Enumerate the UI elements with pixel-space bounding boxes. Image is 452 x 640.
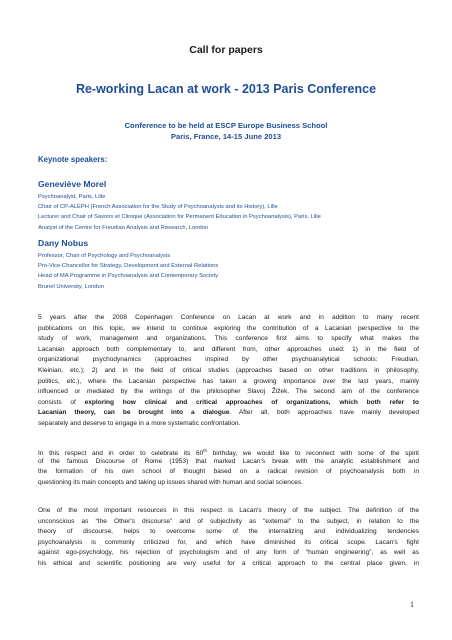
text-line: politics, etc.), where the Lacanian perspective has taken a growing importance over the last years, mainly	[38, 377, 419, 385]
text-line: study of work, management and organizations. This conference first aims to specify what makes the	[38, 335, 419, 343]
text-line: questioning its main concepts and taking up issues shared with human and social sciences.	[38, 478, 303, 486]
text-line: influenced or mediated by the writings of the philosopher Slavoj Žižek. The second aim of the conference	[38, 388, 419, 396]
text-line: psychoanalysis is commonly criticized for, and which have diminished its critical scope. Lacan's fight	[38, 538, 419, 546]
paragraph-subject-theory	[38, 506, 419, 570]
paragraph-anniversary	[38, 446, 419, 488]
text-line: Kleinian, etc.); 2) and in the field of critical studies (approaches based on other traditions in philosophy,	[38, 366, 419, 374]
speaker-line: Psychoanalyst, Paris, Lille	[38, 194, 106, 200]
speaker-line: Chair of CP-ALEPH (French Association for the Study of Psychoanalysis and its History), Lille	[38, 204, 278, 211]
conference-subtitle	[0, 120, 452, 142]
page-number: 1	[410, 600, 414, 609]
text-line: 5 years after the 2008 Copenhagen Conference on Lacan at work and in addition to many recent	[38, 314, 419, 321]
text-run: In this respect and in order to celebrate its 60	[38, 450, 204, 457]
speaker-nobus	[38, 238, 218, 292]
speaker-line: Brunel University, London	[38, 283, 104, 290]
text-line: theory of discourse, helps to overcome some of the internalizing and individualizing tendencies	[38, 528, 419, 536]
speaker-morel	[38, 179, 321, 233]
text-line	[38, 398, 419, 409]
text-line: against ego-psychology, his rejection of psychologism and of any form of “human engineering”, as well as	[38, 549, 419, 557]
subtitle-venue: Conference to be held at ESCP Europe Business School	[124, 121, 328, 130]
call-for-papers-heading: Call for papers	[189, 44, 263, 56]
text-line: One of the most important resources in this respect is Lacan's theory of the subject. The definition of the	[38, 507, 419, 514]
paragraph-intro	[38, 313, 419, 430]
speaker-name: Geneviève Morel	[38, 179, 107, 189]
page-title: Re-working Lacan at work - 2013 Paris Conference	[75, 82, 377, 96]
text-line: publications on this topic, we intend to continue exploring the contribution of a Lacanian perspective to the	[38, 324, 419, 332]
text-run: consists of	[38, 398, 85, 406]
subtitle-date: Paris, France, 14-15 June 2013	[170, 132, 282, 141]
keynote-label: Keynote speakers:	[38, 155, 108, 164]
text-run: birthday, we would like to reconnect with some of the spirit	[207, 450, 419, 457]
speaker-line: Pro-Vice-Chancellor for Strategy, Development and External Relations	[38, 263, 219, 270]
text-line: unconscious as “the Other's discourse” and of subjectivity as “external” to the subject, in relation to the	[38, 517, 419, 525]
speaker-line: Lecturer and Chair of Savoirs et Clinique (Association for Permanent Education in Psychoanalysis), Paris, Lille	[38, 214, 321, 221]
text-line	[38, 408, 419, 419]
text-line: Lacanian approach both complementary to, and different from, other approaches used: 1) in the field of	[38, 345, 419, 353]
superscript: th	[203, 448, 207, 453]
speaker-line: Professor, Chair of Psychology and Psychoanalysis	[38, 253, 171, 259]
bold-text: exploring how clinical and critical approaches of organizations, which both refer to	[84, 398, 419, 406]
text-line: the formation of his own school of thought based on a radical revision of psychoanalysis both in	[38, 468, 419, 476]
speaker-name: Dany Nobus	[38, 238, 89, 248]
text-run: . After all, both approaches have mainly developed	[229, 409, 419, 417]
speaker-line: Analyst of the Centre for Freudian Analysis and Research, London	[38, 224, 209, 231]
text-line: his ethical and scientific positioning are very useful for a critical approach to the central place given, in	[38, 559, 419, 567]
text-line: organizational psychodynamics (approaches inspired by other psychoanalytical schools: Freudian,	[38, 356, 419, 364]
bold-text: Lacanian theory, can be brought into a dialogue	[38, 409, 230, 417]
text-line	[38, 446, 419, 457]
text-line: of the famous Discourse of Rome (1953) that marked Lacan’s break with the analytic establishment and	[38, 457, 419, 465]
text-line: separately and deserve to engage in a more systematic confrontation.	[38, 419, 241, 427]
speaker-line: Head of MA Programme in Psychoanalysis and Contemporary Society	[38, 273, 219, 280]
